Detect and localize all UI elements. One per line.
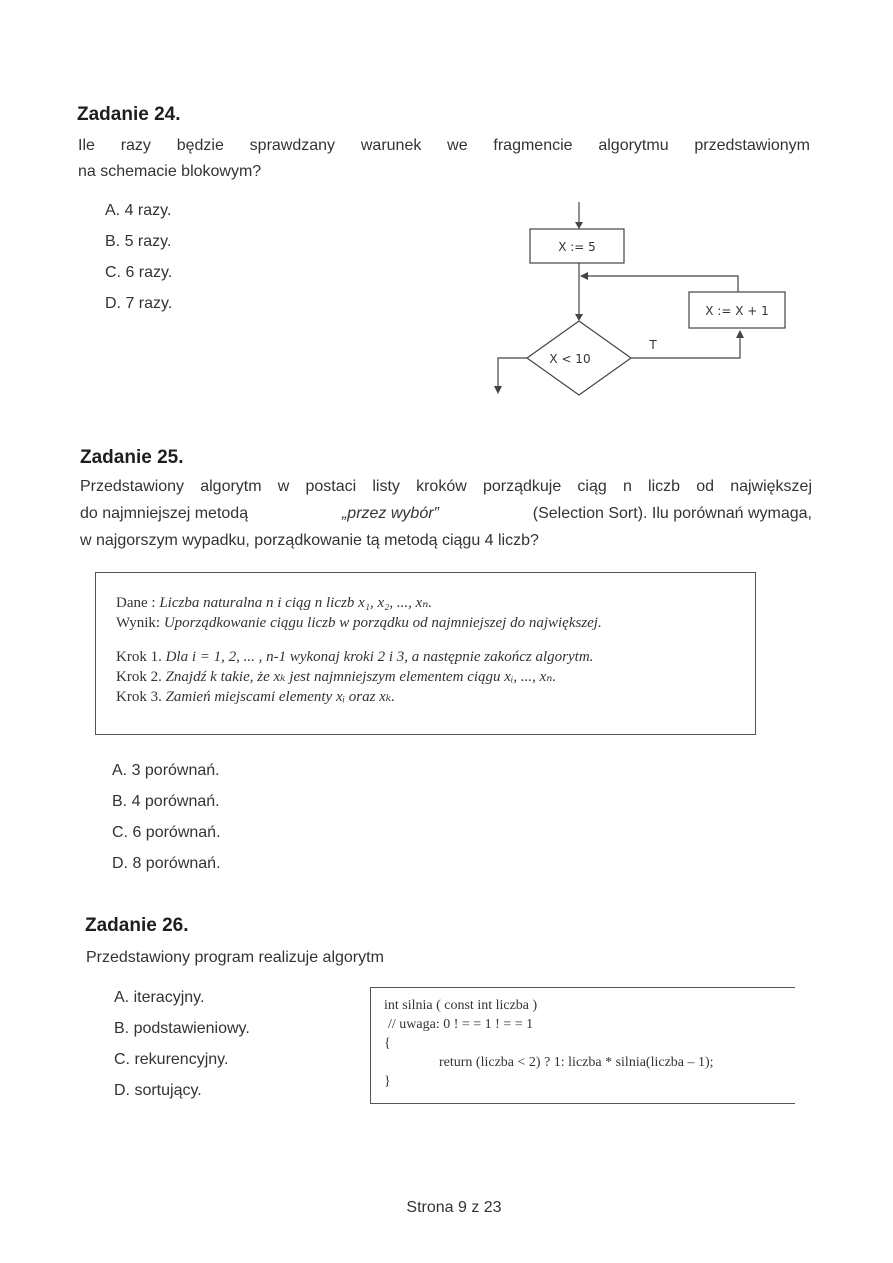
step-1-label: Krok 1.: [116, 649, 162, 665]
task24-question-line1: Ile razy będzie sprawdzany warunek we fragmencie algorytmu przedstawionym: [78, 137, 810, 154]
step-2-text: Znajdź k takie, że xₖ jest najmniejszym elementem ciągu xᵢ, ..., xₙ.: [165, 669, 557, 685]
code-line-5: }: [384, 1074, 391, 1089]
task24-answers: [105, 195, 172, 319]
condition-label: X < 10: [549, 352, 591, 366]
wynik-label: Wynik:: [116, 615, 161, 631]
step-3-text: Zamień miejscami elementy xᵢ oraz xₖ.: [165, 689, 396, 705]
task25-question-line2: [80, 501, 812, 527]
algorithm-step-2: [116, 667, 755, 687]
task25-line2-part1: do najmniejszej metodą: [80, 505, 249, 522]
step-2-label: Krok 2.: [116, 669, 162, 685]
increment-box-label: X := X + 1: [705, 304, 769, 318]
task26-answer-b[interactable]: B. podstawieniowy.: [114, 1020, 250, 1037]
task25-answer-d[interactable]: D. 8 porównań.: [112, 855, 221, 872]
dane-text: Liczba naturalna n i ciąg n liczb x₁, x₂, ..., xₙ.: [159, 595, 433, 611]
task25-line2-part2: (Selection Sort). Ilu porównań wymaga,: [532, 505, 812, 522]
init-box-label: X := 5: [558, 240, 596, 254]
task25-title: Zadanie 25.: [80, 447, 184, 468]
task25-answer-a[interactable]: A. 3 porównań.: [112, 762, 220, 779]
task24-answer-c[interactable]: C. 6 razy.: [105, 264, 173, 281]
task25-answers: [112, 755, 221, 879]
task25-question-line1: Przedstawiony algorytm w postaci listy kroków porządkuje ciąg n liczb od największej: [80, 478, 812, 495]
step-3-label: Krok 3.: [116, 689, 162, 705]
true-branch-label: T: [649, 338, 657, 352]
step-1-text: Dla i = 1, 2, ... , n-1 wykonaj kroki 2 i 3, a następnie zakończ algorytm.: [165, 649, 594, 665]
algorithm-wynik: [116, 613, 755, 633]
task24-flowchart: [490, 200, 800, 400]
code-line-2: // uwaga: 0 ! = = 1 ! = = 1: [388, 1017, 534, 1032]
task25-answer-b[interactable]: B. 4 porównań.: [112, 793, 220, 810]
code-line-1: int silnia ( const int liczba ): [384, 998, 538, 1013]
dane-label: Dane :: [116, 595, 156, 611]
task24-answer-d[interactable]: D. 7 razy.: [105, 295, 173, 312]
task26-answers: [114, 982, 250, 1106]
task24-answer-a[interactable]: A. 4 razy.: [105, 202, 172, 219]
code-line-3: {: [384, 1036, 391, 1051]
task26-answer-a[interactable]: A. iteracyjny.: [114, 989, 205, 1006]
code-line-4: return (liczba < 2) ? 1: liczba * silnia(liczba – 1);: [439, 1055, 714, 1070]
task25-answer-c[interactable]: C. 6 porównań.: [112, 824, 221, 841]
page-number: Strona 9 z 23: [406, 1199, 502, 1216]
task26-title: Zadanie 26.: [85, 915, 189, 936]
algorithm-box: [95, 572, 756, 735]
task26-answer-c[interactable]: C. rekurencyjny.: [114, 1051, 229, 1068]
task24-question-line2: na schemacie blokowym?: [78, 163, 262, 180]
task26-answer-d[interactable]: D. sortujący.: [114, 1082, 202, 1099]
algorithm-dane: [116, 593, 755, 613]
wynik-text: Uporządkowanie ciągu liczb w porządku od najmniejszej do największej.: [163, 615, 602, 631]
algorithm-step-1: [116, 647, 755, 667]
algorithm-step-3: [116, 687, 755, 707]
task24-title: Zadanie 24.: [77, 104, 181, 125]
task25-line2-quote: „przez wybór”: [341, 505, 439, 522]
task26-question: Przedstawiony program realizuje algorytm: [86, 949, 384, 966]
code-box: [370, 987, 795, 1104]
task24-answer-b[interactable]: B. 5 razy.: [105, 233, 172, 250]
task25-question-line3: w najgorszym wypadku, porządkowanie tą metodą ciągu 4 liczb?: [80, 532, 539, 549]
